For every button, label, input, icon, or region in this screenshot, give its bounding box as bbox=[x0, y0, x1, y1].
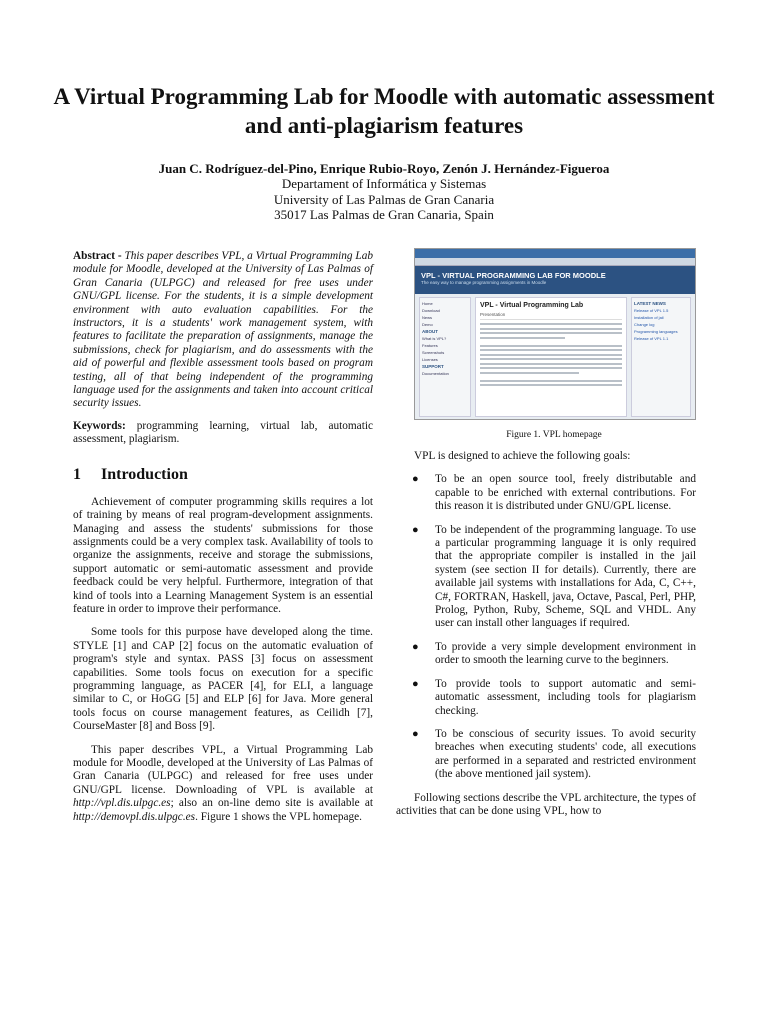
site-heading: VPL - Virtual Programming Lab bbox=[480, 302, 584, 309]
text-line bbox=[480, 354, 622, 356]
site-banner bbox=[415, 266, 695, 294]
list-item-text: To provide tools to support automatic and semi-automatic assessment, including tools for plagiarism checking. bbox=[435, 677, 696, 717]
news-item: Release of VPL 1.5 bbox=[634, 308, 669, 313]
text-line bbox=[480, 358, 622, 360]
section-title: Introduction bbox=[101, 465, 188, 483]
paragraph-text: This paper describes VPL, a Virtual Programming Lab module for Moodle, developed at the University of Las Palmas of Gran Canaria (ULPGC) and released for free uses under GNU/GPL license. Downloading of VPL is available at bbox=[73, 743, 373, 796]
text-line bbox=[480, 380, 622, 382]
site-sidebar bbox=[419, 297, 471, 417]
sidebar-item: What is VPL? bbox=[422, 336, 447, 341]
news-item: Change log bbox=[634, 322, 655, 327]
sidebar-item: Features bbox=[422, 343, 438, 348]
banner-title: VPL - VIRTUAL PROGRAMMING LAB FOR MOODLE bbox=[421, 271, 606, 280]
closing-paragraph: Following sections describe the VPL architecture, the types of activities that can be done using VPL, how to bbox=[396, 791, 696, 817]
bullet-icon: ● bbox=[412, 677, 419, 690]
sidebar-item: Home bbox=[422, 301, 433, 306]
paragraph-text: ; also an on-line demo site is available at bbox=[170, 797, 373, 810]
browser-urlbar bbox=[415, 258, 695, 266]
keywords-label: Keywords: bbox=[73, 419, 126, 432]
list-item-text: To provide a very simple development environment in order to smooth the learning curve to the beginners. bbox=[435, 640, 696, 667]
news-item: Programming languages bbox=[634, 329, 678, 334]
download-url[interactable]: http://vpl.dis.ulpgc.es bbox=[73, 797, 171, 810]
bullet-icon: ● bbox=[412, 727, 419, 740]
section-heading bbox=[73, 466, 373, 484]
left-column bbox=[73, 250, 373, 834]
list-item-text: To be an open source tool, freely distributable and capable to be enriched with external contributions. For this reason it is distributed under GNU/GPL license. bbox=[435, 473, 696, 513]
text-line bbox=[480, 337, 565, 339]
sidebar-item: Demo bbox=[422, 322, 433, 327]
list-item bbox=[396, 641, 696, 668]
site-main bbox=[475, 297, 627, 417]
text-line bbox=[480, 323, 622, 325]
text-line bbox=[480, 349, 622, 351]
section-number: 1 bbox=[73, 465, 81, 483]
sidebar-item: Screenshots bbox=[422, 350, 445, 355]
text-line bbox=[480, 384, 622, 386]
right-column bbox=[396, 450, 696, 828]
figure-caption: Figure 1. VPL homepage bbox=[506, 430, 602, 440]
author-list: Juan C. Rodríguez-del-Pino, Enrique Rubio-Royo, Zenón J. Hernández-Figueroa bbox=[158, 161, 610, 176]
sidebar-item: Download bbox=[422, 308, 440, 313]
affiliation-line: University of Las Palmas de Gran Canaria bbox=[273, 191, 495, 207]
figure-screenshot bbox=[414, 248, 696, 420]
abstract-label: Abstract - bbox=[73, 250, 122, 262]
paper-title: A Virtual Programming Lab for Moodle with automatic assessment and anti-plagiarism features bbox=[53, 84, 715, 138]
site-news bbox=[631, 297, 691, 417]
text-line bbox=[480, 367, 622, 369]
goals-list bbox=[396, 473, 696, 781]
list-item bbox=[396, 678, 696, 718]
sidebar-heading: SUPPORT bbox=[422, 364, 444, 369]
sidebar-item: Documentation bbox=[422, 371, 449, 376]
news-item: Release of VPL 1.1 bbox=[634, 336, 669, 341]
text-line bbox=[480, 332, 622, 334]
abstract bbox=[73, 250, 373, 411]
demo-url[interactable]: http://demovpl.dis.ulpgc.es bbox=[73, 810, 196, 823]
affiliation-line: Departament of Informática y Sistemas bbox=[281, 176, 487, 191]
list-item-text: To be independent of the programming language. To use a particular programming language it is only required that the appropriate compiler is installed in the jail system (see section II for details). Currently, there are available jail systems with installations for Ada, C, C++, C#, FORTRAN, Haskell, java, Octave, Pascal, Perl, PHP, Prolog, Python, Ruby, Scheme, SQL and VHDL. Any user can install other languages if required. bbox=[435, 523, 696, 630]
browser-titlebar bbox=[415, 249, 695, 258]
list-item bbox=[396, 473, 696, 513]
text-line bbox=[480, 372, 579, 374]
keywords bbox=[73, 420, 373, 447]
list-item bbox=[396, 524, 696, 631]
affiliation bbox=[40, 176, 728, 223]
bullet-icon: ● bbox=[412, 523, 419, 536]
abstract-text: This paper describes VPL, a Virtual Programming Lab module for Moodle, developed at the University of Las Palmas of Gran Canaria (ULPGC) and released for free uses under GNU/GPL license. For the students, it is a simple development environment with auto evaluation capabilities. For the instructors, it is a students' work management system, with features to facilitate the preparation of assignments, manage the submissions, check for plagiarism, and do assessments with the aid of powerful and flexible assessment tools based on program testing, all of that being independent of the programming language used for the assignments and taken into account critical security issues. bbox=[73, 250, 373, 410]
sidebar-item: Licenses bbox=[422, 357, 438, 362]
news-item: Installation of jail bbox=[634, 315, 664, 320]
intro-paragraph-2: Some tools for this purpose have developed along the time. STYLE [1] and CAP [2] focus on the automatic evaluation of program's style and syntax. PASS [3] focus on assessment capabilities. Some tools focus on execution for a specific programming language, as PACER [4], for ELI, a language similar to C, or HoGG [5] and ELP [6] for Java. More general tools focus on course management features, as Ceilidh [7], CourseMaster [8] and Boss [9]. bbox=[73, 626, 373, 733]
paragraph-text: . Figure 1 shows the VPL homepage. bbox=[195, 810, 362, 823]
list-item bbox=[396, 728, 696, 782]
banner-subtitle: The easy way to manage programming assignments in Moodle bbox=[421, 280, 547, 285]
bullet-icon: ● bbox=[412, 473, 419, 486]
text-line bbox=[480, 345, 622, 347]
affiliation-line: 35017 Las Palmas de Gran Canaria, Spain bbox=[274, 207, 494, 222]
sidebar-item: News bbox=[422, 315, 433, 320]
intro-paragraph-1: Achievement of computer programming skills requires a lot of training by means of real program-development assignments. Managing and assess the students' submissions for those assignments could be a very complex task. Availability of tools to organize the assignments, receive and storage the submissions, support automatic or semi-automatic assessment and provide feedback could be very helpful. Furthermore, integration of that kind of tools into a Learning Management System is an essential feature in order to improve their performance. bbox=[73, 495, 373, 615]
sidebar-heading: ABOUT bbox=[422, 329, 438, 334]
intro-paragraph-3 bbox=[73, 744, 373, 824]
news-heading: LATEST NEWS bbox=[634, 301, 666, 306]
goals-intro: VPL is designed to achieve the following goals: bbox=[414, 450, 631, 462]
list-item-text: To be conscious of security issues. To avoid security breaches when executing students' code, all executions are performed in a separated and restricted environment (the above mentioned jail system). bbox=[435, 727, 696, 781]
text-line bbox=[480, 328, 622, 330]
site-subheading: Presentation bbox=[480, 311, 622, 320]
keywords-text: programming learning, virtual lab, automatic assessment, plagiarism. bbox=[73, 419, 373, 446]
bullet-icon: ● bbox=[412, 640, 419, 653]
text-line bbox=[480, 363, 622, 365]
